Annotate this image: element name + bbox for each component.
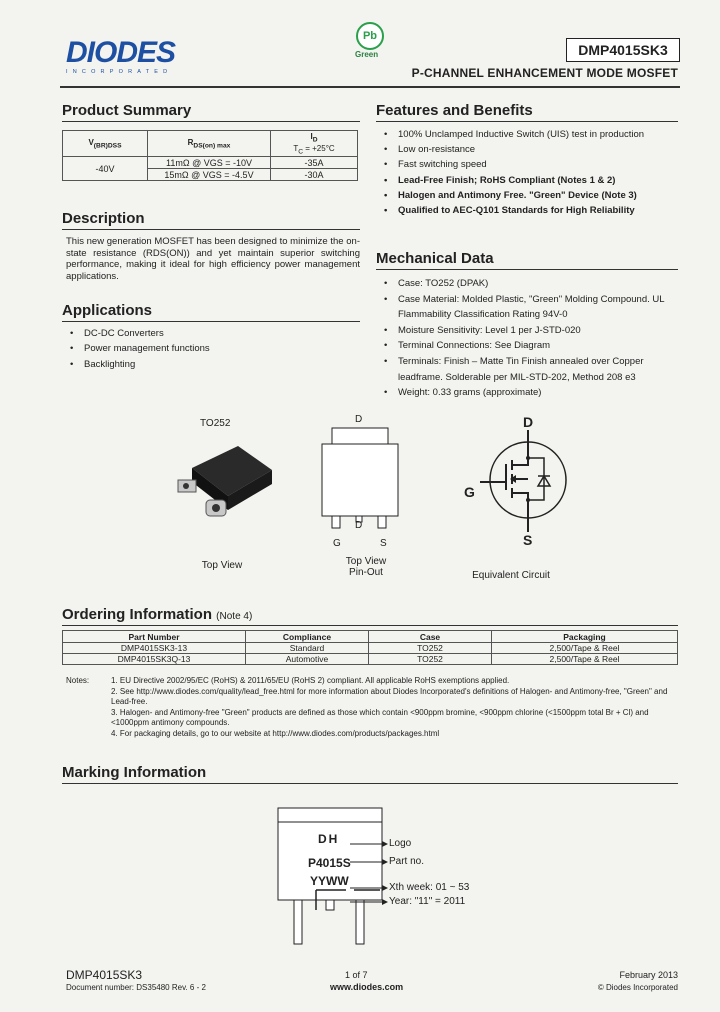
ordering-table: [62, 630, 678, 665]
page-subtitle: P-CHANNEL ENHANCEMENT MODE MOSFET: [411, 66, 678, 80]
list-item: • Halogen and Antimony Free. "Green" Device (Note 3): [398, 188, 678, 203]
pinout-caption-title: Top View: [345, 556, 387, 567]
table-row: [63, 643, 678, 654]
id-header: $I_D$ $T_C = +25^\circ C$: [271, 131, 358, 157]
applications-list: [62, 326, 360, 372]
diodes-logo: [66, 38, 196, 75]
note-item: 2. See http://www.diodes.com/quality/lead_free.html for more information about Diodes Incorporated's definitions of Halogen- and Antimony-free, "Green" and Lead-free.: [111, 686, 668, 706]
ordering-note-ref: (Note 4): [216, 611, 253, 622]
marking-part: P4015S: [308, 856, 351, 870]
list-item: • Weight: 0.33 grams (approximate): [398, 385, 678, 401]
equivalent-circuit: [476, 430, 576, 532]
pin-s-label: S: [380, 538, 387, 549]
marking-title: Marking Information: [62, 764, 678, 784]
circuit-s-label: S: [523, 532, 533, 548]
table-cell: TO252: [369, 654, 492, 665]
top-view-caption: Top View: [201, 560, 243, 571]
notes-list: [111, 676, 677, 739]
note-item: 4. For packaging details, go to our website at http://www.diodes.com/products/packages.html: [111, 728, 440, 738]
table-cell: DMP4015SK3-13: [63, 643, 246, 654]
list-item: • Terminals: Finish – Matte Tin Finish annealed over Copper leadframe. Solderable per MIL-STD-202, Method 208 e3: [398, 354, 678, 385]
rds-value: 11mΩ @ VGS = -10V: [148, 157, 271, 169]
col-header: Case: [369, 631, 492, 643]
table-cell: DMP4015SK3Q-13: [63, 654, 246, 665]
marking-date: YYWW: [310, 874, 349, 888]
vbr-header: $V_{(BR)DSS}$: [63, 131, 148, 157]
ordering-section: [62, 606, 678, 665]
id-value: -30A: [271, 169, 358, 181]
applications-title: Applications: [62, 302, 360, 322]
col-header: Part Number: [63, 631, 246, 643]
footer-website-link[interactable]: www.diodes.com: [330, 982, 404, 992]
col-header: Packaging: [492, 631, 678, 643]
footer-part: DMP4015SK3: [66, 968, 143, 982]
table-cell: Standard: [246, 643, 369, 654]
features-section: [376, 102, 678, 218]
mechanical-title: Mechanical Data: [376, 250, 678, 270]
mechanical-list: [376, 276, 678, 401]
note-item: 1. EU Directive 2002/95/EC (RoHS) & 2011/65/EU (RoHS 2) compliant. All applicable RoHS exemptions applied.: [111, 676, 510, 685]
table-cell: Automotive: [246, 654, 369, 665]
circuit-g-label: G: [464, 484, 475, 500]
pinout-caption: [336, 556, 396, 578]
list-item: • Qualified to AEC-Q101 Standards for High Reliability: [398, 203, 678, 218]
footer-page: 1 of 7: [345, 970, 368, 980]
ordering-title-text: Ordering Information: [62, 606, 212, 623]
green-label: Green: [355, 50, 379, 59]
features-list: [376, 127, 678, 218]
list-item: • Low on-resistance: [398, 142, 678, 157]
list-item: • Terminal Connections: See Diagram: [398, 338, 678, 354]
pin-d-label: D: [355, 414, 363, 425]
rds-header: $R_{DS(on) max}$: [148, 131, 271, 157]
description-title: Description: [62, 210, 360, 230]
circuit-caption: Equivalent Circuit: [472, 570, 550, 581]
list-item: • Case Material: Molded Plastic, "Green" Molding Compound. UL Flammability Classification Rating 94V-0: [398, 292, 678, 323]
marking-arrows: [350, 836, 388, 906]
marking-ann-logo: Logo: [389, 838, 412, 849]
pb-free-icon: Pb: [356, 22, 384, 50]
footer-copyright: © Diodes Incorporated: [597, 983, 678, 992]
table-cell: TO252: [369, 643, 492, 654]
pin-d2-label: D: [355, 520, 363, 531]
logo-subtext: INCORPORATED: [66, 69, 173, 75]
list-item: • Moisture Sensitivity: Level 1 per J-STD-020: [398, 323, 678, 339]
id-value: -35A: [271, 157, 358, 169]
list-item: • Backlighting: [84, 357, 360, 372]
marking-logo: DH: [318, 832, 340, 846]
product-summary-title: Product Summary: [62, 102, 360, 122]
vbr-value: -40V: [63, 157, 148, 181]
header-rule: [60, 86, 680, 88]
list-item: • Lead-Free Finish; RoHS Compliant (Notes 1 & 2): [398, 173, 678, 188]
list-item: • Case: TO252 (DPAK): [398, 276, 678, 292]
mechanical-section: [376, 250, 678, 401]
footer-date: February 2013: [619, 970, 678, 980]
footer-doc: Document number: DS35480 Rev. 6 - 2: [66, 983, 206, 992]
package-image: [172, 440, 276, 528]
ordering-title: [62, 606, 678, 626]
pin-g-label: G: [333, 538, 341, 549]
circuit-d-label: D: [523, 414, 534, 430]
table-cell: 2,500/Tape & Reel: [492, 643, 678, 654]
notes-label: Notes:: [66, 676, 90, 685]
col-header: Compliance: [246, 631, 369, 643]
description-text: This new generation MOSFET has been designed to minimize the on-state resistance (RDS(ON)) and yet maintain superior switching performance, making it ideal for high efficiency power management applications.: [66, 236, 360, 282]
applications-section: [62, 302, 360, 372]
part-number-box: DMP4015SK3: [566, 38, 680, 62]
package-label: TO252: [200, 418, 231, 429]
list-item: • DC-DC Converters: [84, 326, 360, 341]
features-title: Features and Benefits: [376, 102, 678, 122]
rds-value: 15mΩ @ VGS = -4.5V: [148, 169, 271, 181]
marking-section: [62, 764, 678, 784]
marking-ann-part: Part no.: [389, 856, 425, 867]
marking-ann-week: Xth week: 01 ~ 53: [389, 882, 470, 893]
product-summary-section: [62, 102, 360, 181]
marking-ann-year: Year: "11" = 2011: [389, 896, 466, 907]
description-section: [62, 210, 360, 282]
product-summary-table: [62, 130, 358, 181]
list-item: • Fast switching speed: [398, 157, 678, 172]
note-item: 3. Halogen- and Antimony-free "Green" products are defined as those which contain <900ppm bromine, <900ppm chlorine (<1500ppm total Br + Cl) and <1000ppm antimony compounds.: [111, 707, 649, 727]
pinout-caption-sub: Pin-Out: [349, 567, 383, 578]
logo-text: DIODES: [66, 36, 176, 69]
list-item: • Power management functions: [84, 341, 360, 356]
table-cell: 2,500/Tape & Reel: [492, 654, 678, 665]
list-item: • 100% Unclamped Inductive Switch (UIS) test in production: [398, 127, 678, 142]
table-row: [63, 654, 678, 665]
